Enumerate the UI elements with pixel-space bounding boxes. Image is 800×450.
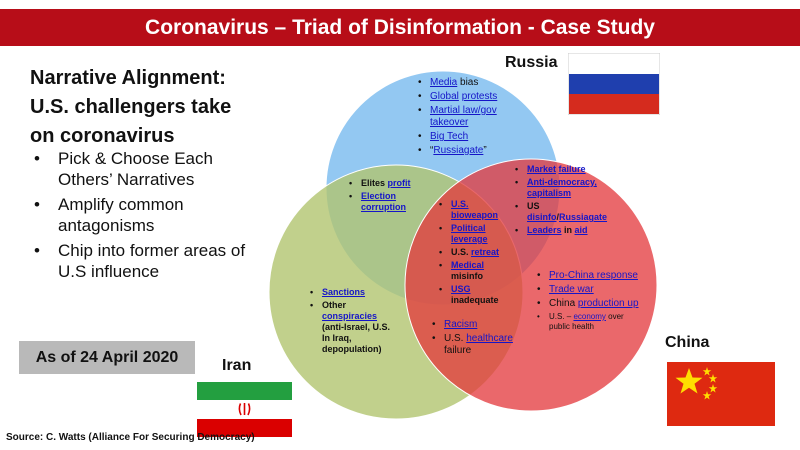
venn-text: U.S. <box>444 333 467 344</box>
list-item <box>310 300 400 355</box>
russia-only-list <box>418 77 528 159</box>
iran-flag-icon <box>197 382 292 437</box>
list-item <box>439 284 515 306</box>
date-badge: As of 24 April 2020 <box>19 341 195 374</box>
venn-link[interactable]: Market <box>527 164 557 174</box>
venn-link[interactable]: Racism <box>444 319 478 330</box>
russia-china-list <box>515 164 607 238</box>
venn-link[interactable]: Trade war <box>549 284 594 295</box>
venn-link[interactable]: Anti-democracy, capitalism <box>527 177 597 198</box>
list-item <box>515 225 607 236</box>
venn-text: over public health <box>549 312 624 331</box>
list-item <box>349 178 429 189</box>
venn-link[interactable]: Big Tech <box>430 131 469 142</box>
list-item <box>537 284 645 296</box>
list-item <box>432 319 516 331</box>
russia-label: Russia <box>505 54 558 71</box>
venn-text: U.S. <box>451 247 472 257</box>
list-item <box>537 298 645 310</box>
source-caption: Source: C. Watts (Alliance For Securing Democracy) <box>6 432 255 443</box>
venn-text: Other <box>322 300 347 310</box>
venn-link[interactable]: Global <box>430 91 459 102</box>
heading-line: on coronavirus <box>30 125 175 147</box>
venn-link[interactable]: Russiagate <box>433 145 484 156</box>
venn-text: ” <box>483 145 487 156</box>
venn-link[interactable]: Medical <box>451 260 485 270</box>
venn-link[interactable]: Election corruption <box>361 191 406 212</box>
list-item <box>515 164 607 175</box>
all-three-list <box>439 199 515 308</box>
heading-line: U.S. challengers take <box>30 96 232 118</box>
bullet-item: • Chip into former areas of U.S influence <box>30 240 265 282</box>
list-item <box>439 247 515 258</box>
bullet-item: • Amplify common antagonisms <box>30 194 265 236</box>
list-item <box>537 312 645 332</box>
heading-line: Narrative Alignment: <box>30 67 226 89</box>
list-item <box>418 77 528 89</box>
venn-text: misinfo <box>451 271 484 281</box>
venn-link[interactable]: profit <box>387 178 411 188</box>
venn-link[interactable]: Media <box>430 77 458 88</box>
venn-link[interactable]: Leaders <box>527 225 562 235</box>
iran-label: Iran <box>222 357 252 374</box>
venn-text: U.S. – <box>549 312 574 321</box>
venn-link[interactable]: economy <box>573 312 606 321</box>
venn-text: / <box>556 212 560 222</box>
venn-link[interactable]: Political leverage <box>451 223 488 244</box>
venn-text: bias <box>457 77 479 88</box>
venn-link[interactable]: healthcare <box>466 333 513 344</box>
list-item <box>515 177 607 199</box>
venn-link[interactable]: protests <box>461 91 498 102</box>
venn-link[interactable]: conspiracies <box>322 311 378 321</box>
list-item <box>537 270 645 282</box>
venn-text: in <box>561 225 575 235</box>
venn-link[interactable]: disinfo <box>527 212 557 222</box>
venn-link[interactable]: retreat <box>471 247 500 257</box>
venn-text: US <box>527 201 540 211</box>
venn-text: “ <box>430 145 434 156</box>
russia-iran-list <box>349 178 429 215</box>
list-item <box>432 333 516 357</box>
venn-text: China <box>549 298 578 309</box>
venn-text: inadequate <box>451 295 499 305</box>
venn-link[interactable]: failure <box>558 164 586 174</box>
china-only-list <box>537 270 645 334</box>
list-item <box>418 105 528 129</box>
venn-link[interactable]: Pro-China response <box>549 270 638 281</box>
list-item <box>418 91 528 103</box>
list-item <box>515 201 607 223</box>
list-item <box>418 131 528 143</box>
russia-flag-icon <box>568 53 660 115</box>
venn-text: failure <box>444 345 472 356</box>
list-item <box>310 287 400 298</box>
venn-link[interactable]: aid <box>574 225 588 235</box>
china-flag-icon <box>667 362 775 426</box>
list-item <box>439 260 515 282</box>
iran-only-list <box>310 287 400 357</box>
china-label: China <box>665 334 710 351</box>
venn-link[interactable]: Sanctions <box>322 287 366 297</box>
bullet-item: • Pick & Choose Each Others’ Narratives <box>30 148 265 190</box>
venn-link[interactable]: Martial law/gov takeover <box>430 105 497 128</box>
iran-china-list <box>432 319 516 359</box>
page-title: Coronavirus – Triad of Disinformation - Case Study <box>145 16 655 39</box>
venn-link[interactable]: Russiagate <box>559 212 608 222</box>
list-item <box>418 145 528 157</box>
list-item <box>439 223 515 245</box>
list-item <box>349 191 429 213</box>
venn-link[interactable]: U.S. bioweapon <box>451 199 498 220</box>
venn-text: (anti-Israel, U.S. In Iraq, depopulation) <box>322 322 391 354</box>
venn-text: Elites <box>361 178 388 188</box>
list-item <box>439 199 515 221</box>
venn-link[interactable]: production up <box>577 298 639 309</box>
venn-link[interactable]: USG <box>451 284 471 294</box>
